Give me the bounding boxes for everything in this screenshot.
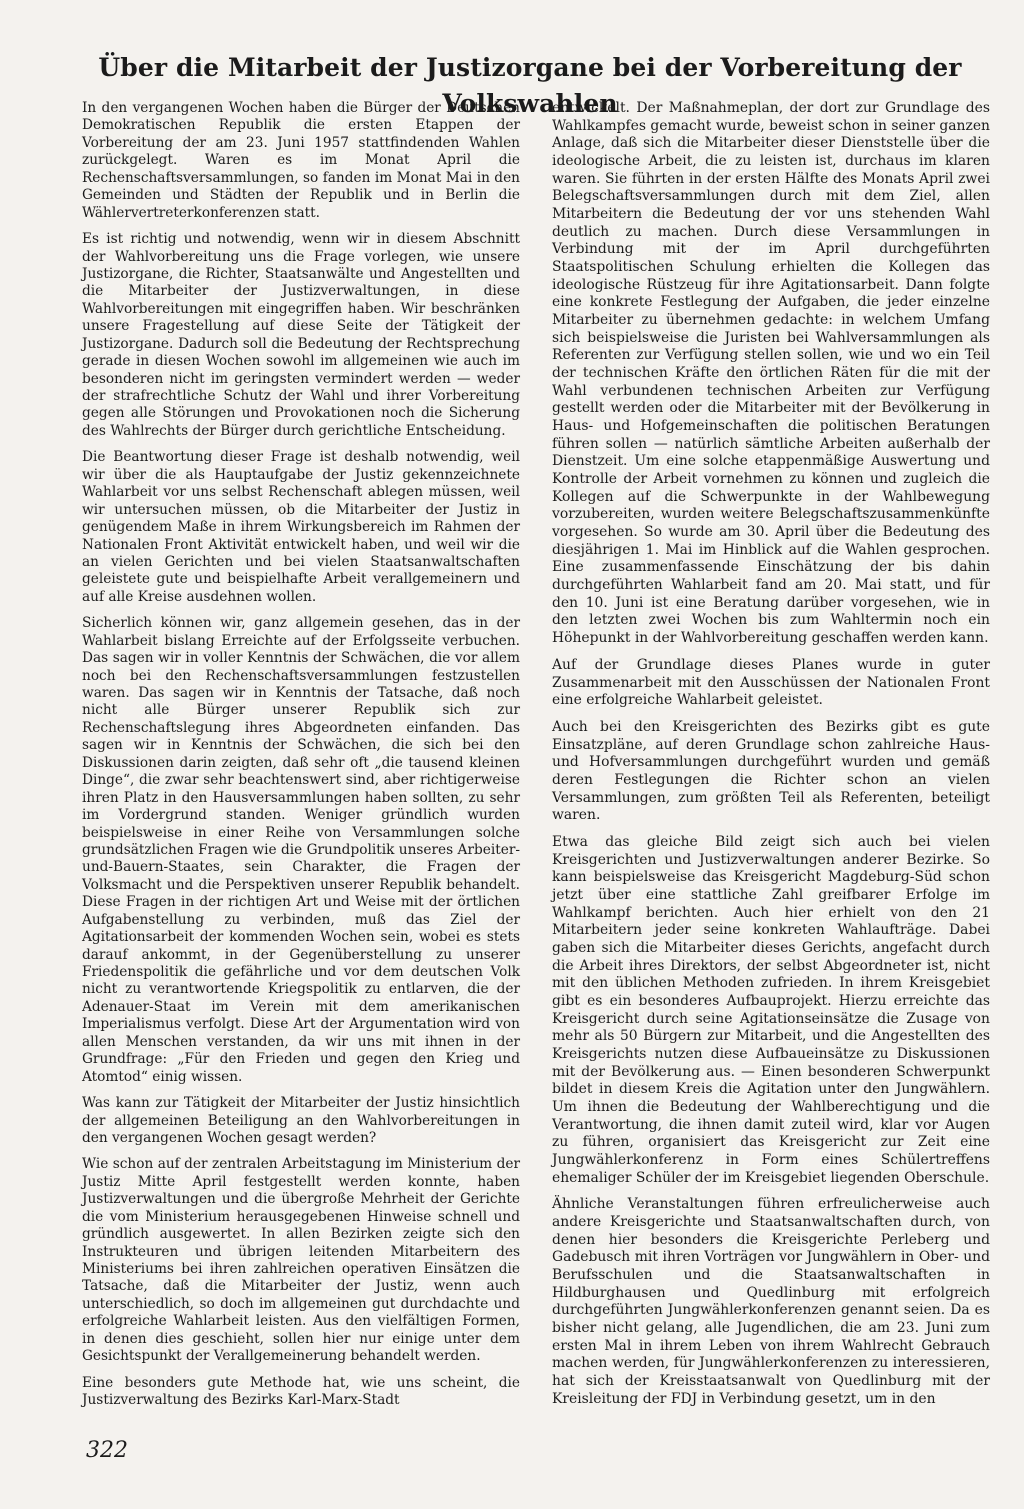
paragraph: entwickelt. Der Maßnahmeplan, der dort zur Grundlage des Wahlkampfes gemacht wurde, beweist schon in seiner ganzen Anlage, daß sich die Mitarbeiter dieser Dienststelle über die ideologische Arbeit, die zu leisten ist, durchaus im klaren waren. Sie führten in der ersten Hälfte des Monats April zwei Belegschaftsversammlungen durch mit dem Ziel, allen Mitarbeitern die Bedeutung der vor uns stehenden Wahl deutlich zu machen. Durch diese Versammlungen in Verbindung mit der im April durchgeführten Staatspolitischen Schulung erhielten die Kollegen das ideologische Rüstzeug für ihre Agitationsarbeit. Dann folgte eine konkrete Festlegung der Aufgaben, die jeder einzelne Mitarbeiter zu übernehmen gedachte: in welchem Umfang sich beispielsweise die Juristen bei Wahlversammlungen als Referenten zur Verfügung stellen sollen, wie und wo ein Teil der technischen Kräfte den örtlichen Räten für die mit der Wahl verbundenen technischen Arbeiten zur Verfügung gestellt werden oder die Mitarbeiter mit der Bevölkerung in Haus- und Hofgemeinschaften die politischen Beratungen führen sollen — natürlich sämtliche Arbeiten außerhalb der Dienstzeit. Um eine solche etappenmäßige Auswertung und Kontrolle der Arbeit vornehmen zu können und zugleich die Kollegen auf die Schwerpunkte in der Wahlbewegung vorzubereiten, wurden weitere Belegschaftszusammenkünfte vorgesehen. So wurde am 30. April über die Bedeutung des diesjährigen 1. Mai im Hinblick auf die Wahlen gesprochen. Eine zusammenfassende Einschätzung der bis dahin durchgeführten Wahlarbeit fand am 20. Mai statt, und für den 10. Juni ist eine Beratung darüber vorgesehen, wie in den letzten zwei Wochen bis zum Wahltermin noch ein Höhepunkt in der Wahlvorbereitung geschaffen werden kann. (552, 100, 990, 647)
paragraph: Die Beantwortung dieser Frage ist deshalb notwendig, weil wir über die als Hauptaufgabe der Justiz gekennzeichnete Wahlarbeit vor uns selbst Rechenschaft ablegen müssen, weil wir untersuchen müssen, ob die Mitarbeiter der Justiz in genügendem Maße in ihrem Wirkungsbereich im Rahmen der Nationalen Front Aktivität entwickelt haben, und weil wir die an vielen Gerichten und bei vielen Staatsanwaltschaften geleistete gute und beispielhafte Arbeit verallgemeinern und auf alle Kreise ausdehnen wollen. (82, 449, 520, 605)
page-number: 322 (86, 1438, 128, 1463)
paragraph: Auf der Grundlage dieses Planes wurde in guter Zusammenarbeit mit den Ausschüssen der Nationalen Front eine erfolgreiche Wahlarbeit geleistet. (552, 656, 990, 709)
paragraph: Eine besonders gute Methode hat, wie uns scheint, die Justizverwaltung des Bezirks Karl-Marx-Stadt (82, 1374, 520, 1409)
paragraph: Wie schon auf der zentralen Arbeitstagung im Ministerium der Justiz Mitte April festgestellt werden konnte, haben Justizverwaltungen und die übergroße Mehrheit der Gerichte die vom Ministerium herausgegebenen Hinweise schnell und gründlich ausgewertet. In allen Bezirken zeigte sich den Instrukteuren und übrigen leitenden Mitarbeitern des Ministeriums bei ihren zahlreichen operativen Einsätzen die Tatsache, daß die Mitarbeiter der Justiz, wenn auch unterschiedlich, so doch im allgemeinen gut durchdachte und erfolgreiche Wahlarbeit leisten. Aus den vielfältigen Formen, in denen dies geschieht, sollen hier nur einige unter dem Gesichtspunkt der Verallgemeinerung behandelt werden. (82, 1156, 520, 1365)
paragraph: Es ist richtig und notwendig, wenn wir in diesem Abschnitt der Wahlvorbereitung uns die Frage vorlegen, wie unsere Justizorgane, die Richter, Staatsanwälte und Angestellten und die Mitarbeiter der Justizverwaltungen, in diese Wahlvorbereitungen mit eingegriffen haben. Wir beschränken unsere Fragestellung auf diese Seite der Tätigkeit der Justizorgane. Dadurch soll die Bedeutung der Rechtsprechung gerade in diesen Wochen sowohl im allgemeinen wie auch im besonderen nicht im geringsten vermindert werden — weder der strafrechtliche Schutz der Wahl und ihrer Vorbereitung gegen alle Störungen und Provokationen noch die Sicherung des Wahlrechts der Bürger durch gerichtliche Entscheidung. (82, 231, 520, 439)
paragraph: Ähnliche Veranstaltungen führen erfreulicherweise auch andere Kreisgerichte und Staatsanwaltschaften durch, von denen hier besonders die Kreisgerichte Perleberg und Gadebusch mit ihren Vorträgen vor Jungwählern in Ober- und Berufsschulen und die Staatsanwaltschaften in Hildburghausen und Quedlinburg mit erfolgreich durchgeführten Jungwählerkonferenzen genannt seien. Da es bisher nicht gelang, alle Jugendlichen, die am 23. Juni zum ersten Mal in ihrem Leben von ihrem Wahlrecht Gebrauch machen werden, für Jungwählerkonferenzen zu interessieren, hat sich der Kreisstaatsanwalt von Quedlinburg mit der Kreisleitung der FDJ in Verbindung gesetzt, um in den (552, 1196, 990, 1407)
paragraph: Etwa das gleiche Bild zeigt sich auch bei vielen Kreisgerichten und Justizverwaltungen anderer Bezirke. So kann beispielsweise das Kreisgericht Magdeburg-Süd schon jetzt über eine stattliche Zahl greifbarer Erfolge im Wahlkampf berichten. Auch hier erhielt von den 21 Mitarbeitern jeder seine konkreten Wahlaufträge. Dabei gaben sich die Mitarbeiter dieses Gerichts, angefacht durch die Arbeit ihres Direktors, der selbst Abgeordneter ist, nicht mit den üblichen Methoden zufrieden. In ihrem Kreisgebiet gibt es ein besonderes Aufbauprojekt. Hierzu erreichte das Kreisgericht durch seine Agitationseinsätze die Zusage von mehr als 50 Bürgern zur Mitarbeit, und die Angestellten des Kreisgerichts nutzen diese Aufbaueinsätze zu Diskussionen mit der Bevölkerung aus. — Einen besonderen Schwerpunkt bildet in diesem Kreis die Agitation unter den Jungwählern. Um ihnen die Bedeutung der Wahlberechtigung und die Verantwortung, die ihnen damit zuteil wird, klar vor Augen zu führen, organisiert das Kreisgericht zur Zeit eine Jungwählerkonferenz in Form eines Schülertreffens ehemaliger Schüler der im Kreisgebiet liegenden Oberschule. (552, 833, 990, 1186)
paragraph: Auch bei den Kreisgerichten des Bezirks gibt es gute Einsatzpläne, auf deren Grundlage schon zahlreiche Haus- und Hofversammlungen durchgeführt wurden und gemäß deren Festlegungen die Richter schon an vielen Versammlungen, zum größten Teil als Referenten, beteiligt waren. (552, 718, 990, 824)
article-title: Über die Mitarbeit der Justizorgane bei der Vorbereitung der Volkswahlen (98, 53, 962, 118)
paragraph: In den vergangenen Wochen haben die Bürger der Deutschen Demokratischen Republik die ersten Etappen der Vorbereitung der am 23. Juni 1957 stattfindenden Wahlen zurückgelegt. Waren es im Monat April die Rechenschaftsversammlungen, so fanden im Monat Mai in den Gemeinden und Städten der Republik und in Berlin die Wählervertreterkonferenzen statt. (82, 100, 520, 221)
right-column (552, 100, 990, 1417)
paragraph: Sicherlich können wir, ganz allgemein gesehen, das in der Wahlarbeit bislang Erreichte auf der Erfolgsseite verbuchen. Das sagen wir in voller Kenntnis der Schwächen, die vor allem noch bei den Rechenschaftsversammlungen festzustellen waren. Das sagen wir in Kenntnis der Tatsache, daß noch nicht alle Bürger unserer Republik sich zur Rechenschaftslegung ihres Abgeordneten einfanden. Das sagen wir in Kenntnis der Schwächen, die sich bei den Diskussionen darin zeigten, daß sehr oft „die tausend kleinen Dinge“, die zwar sehr beachtenswert sind, aber richtigerweise ihren Platz in den Hausversammlungen haben sollten, zu sehr im Vordergrund standen. Weniger gründlich wurden beispielsweise in einer Reihe von Versammlungen solche grundsätzlichen Fragen wie die Grundpolitik unseres Arbeiter-und-Bauern-Staates, sein Charakter, die Fragen der Volksmacht und die Perspektiven unserer Republik behandelt. Diese Fragen in der richtigen Art und Weise mit der örtlichen Aufgabenstellung zu verbinden, muß das Ziel der Agitationsarbeit der kommenden Wochen sein, wobei es stets darauf ankommt, in der Gegenüberstellung zu unserer Friedenspolitik die gefährliche und vor dem deutschen Volk nicht zu verantwortende Kriegspolitik zu entlarven, die der Adenauer-Staat im Verein mit dem amerikanischen Imperialismus verfolgt. Diese Art der Argumentation wird von allen Menschen verstanden, da wir uns mit ihnen in der Grundfrage: „Für den Frieden und gegen den Krieg und Atomtod“ einig wissen. (82, 615, 520, 1085)
left-column (82, 100, 520, 1419)
paragraph: Was kann zur Tätigkeit der Mitarbeiter der Justiz hinsichtlich der allgemeinen Beteiligung an den Wahlvorbereitungen in den vergangenen Wochen gesagt werden? (82, 1095, 520, 1146)
